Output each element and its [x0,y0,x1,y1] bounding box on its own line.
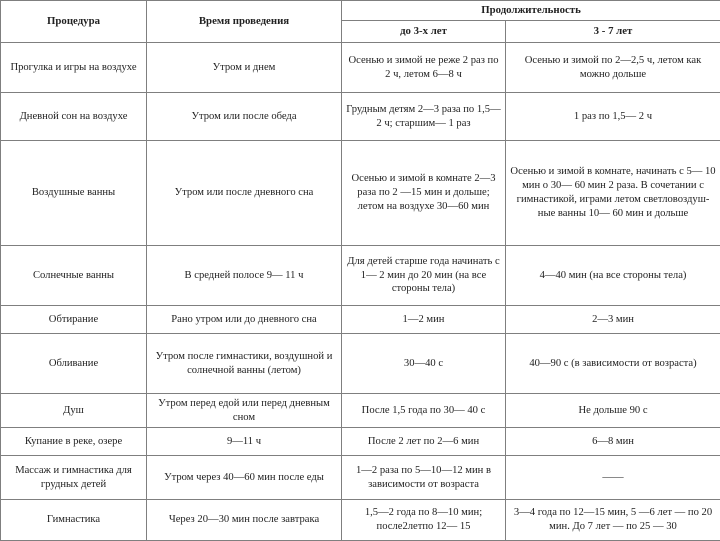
cell-duration-under-3: 1,5—2 года по 8—10 мин; после2летпо 12— 15 [342,500,506,541]
cell-time: Утром после гимнастики, воздушной и солнечной ванны (летом) [147,334,342,394]
cell-duration-under-3: Грудным детям 2—3 раза по 1,5—2 ч; старшим— 1 раз [342,93,506,141]
table-row [1,394,720,428]
table-row [1,456,720,500]
cell-procedure: Дневной сон на воздухе [1,93,147,141]
header-time: Время проведения [147,1,342,43]
cell-duration-under-3: 30—40 с [342,334,506,394]
table-row [1,93,720,141]
table-row [1,141,720,246]
cell-duration-under-3: После 1,5 года по 30— 40 с [342,394,506,428]
cell-time: В средней полосе 9— 11 ч [147,246,342,306]
cell-duration-3-to-7: Не дольше 90 с [506,394,720,428]
cell-time: Утром через 40—60 мин после еды [147,456,342,500]
cell-duration-3-to-7: 40—90 с (в зависимости от возраста) [506,334,720,394]
cell-duration-under-3: 1—2 раза по 5—10—12 мин в зависимости от возраста [342,456,506,500]
table-row [1,306,720,334]
cell-time: Через 20—30 мин после завтрака [147,500,342,541]
cell-time: Утром перед едой или перед дневным сном [147,394,342,428]
header-duration: Продолжительность [342,1,720,21]
cell-duration-under-3: Осенью и зимой не реже 2 раз по 2 ч, летом 6—8 ч [342,43,506,93]
cell-time: Утром и днем [147,43,342,93]
table-row [1,43,720,93]
cell-procedure: Купание в реке, озере [1,428,147,456]
header-procedure: Процедура [1,1,147,43]
cell-procedure: Гимнастика [1,500,147,541]
cell-time: Утром или после обеда [147,93,342,141]
cell-duration-3-to-7: 3—4 года по 12—15 мин, 5 —6 лет — по 20 мин. До 7 лет — по 25 — 30 [506,500,720,541]
cell-procedure: Прогулка и игры на воздухе [1,43,147,93]
cell-duration-under-3: 1—2 мин [342,306,506,334]
cell-duration-under-3: После 2 лет по 2—6 мин [342,428,506,456]
cell-duration-under-3: Осенью и зимой в комнате 2—3 раза по 2 —15 мин и дольше; летом на воздухе 30—60 мин [342,141,506,246]
cell-duration-3-to-7: 6—8 мин [506,428,720,456]
cell-duration-3-to-7: 4—40 мин (на все стороны тела) [506,246,720,306]
cell-procedure: Душ [1,394,147,428]
table-row [1,500,720,541]
cell-procedure: Массаж и гимнастика для грудных детей [1,456,147,500]
header-age-under-3: до 3-х лет [342,21,506,43]
cell-procedure: Обтирание [1,306,147,334]
cell-duration-3-to-7: Осенью и зимой в комнате, начинать с 5— 10 мин о 30— 60 мин 2 раза. В сочетании с гимнастикой, играми летом светловоздуш-ные ванны 10— 60 мин и дольше [506,141,720,246]
cell-duration-3-to-7: Осенью и зимой по 2—2,5 ч, летом как можно дольше [506,43,720,93]
cell-time: 9—11 ч [147,428,342,456]
table-row [1,246,720,306]
cell-procedure: Солнечные ванны [1,246,147,306]
cell-procedure: Обливание [1,334,147,394]
cell-duration-under-3: Для детей старше года начинать с 1— 2 мин до 20 мин (на все стороны тела) [342,246,506,306]
cell-duration-3-to-7: 2—3 мин [506,306,720,334]
table-row [1,428,720,456]
table-row [1,334,720,394]
cell-time: Утром или после дневного сна [147,141,342,246]
cell-procedure: Воздушные ванны [1,141,147,246]
header-age-3-to-7: 3 - 7 лет [506,21,720,43]
cell-duration-3-to-7: —— [506,456,720,500]
cell-duration-3-to-7: 1 раз по 1,5— 2 ч [506,93,720,141]
cell-time: Рано утром или до дневного сна [147,306,342,334]
